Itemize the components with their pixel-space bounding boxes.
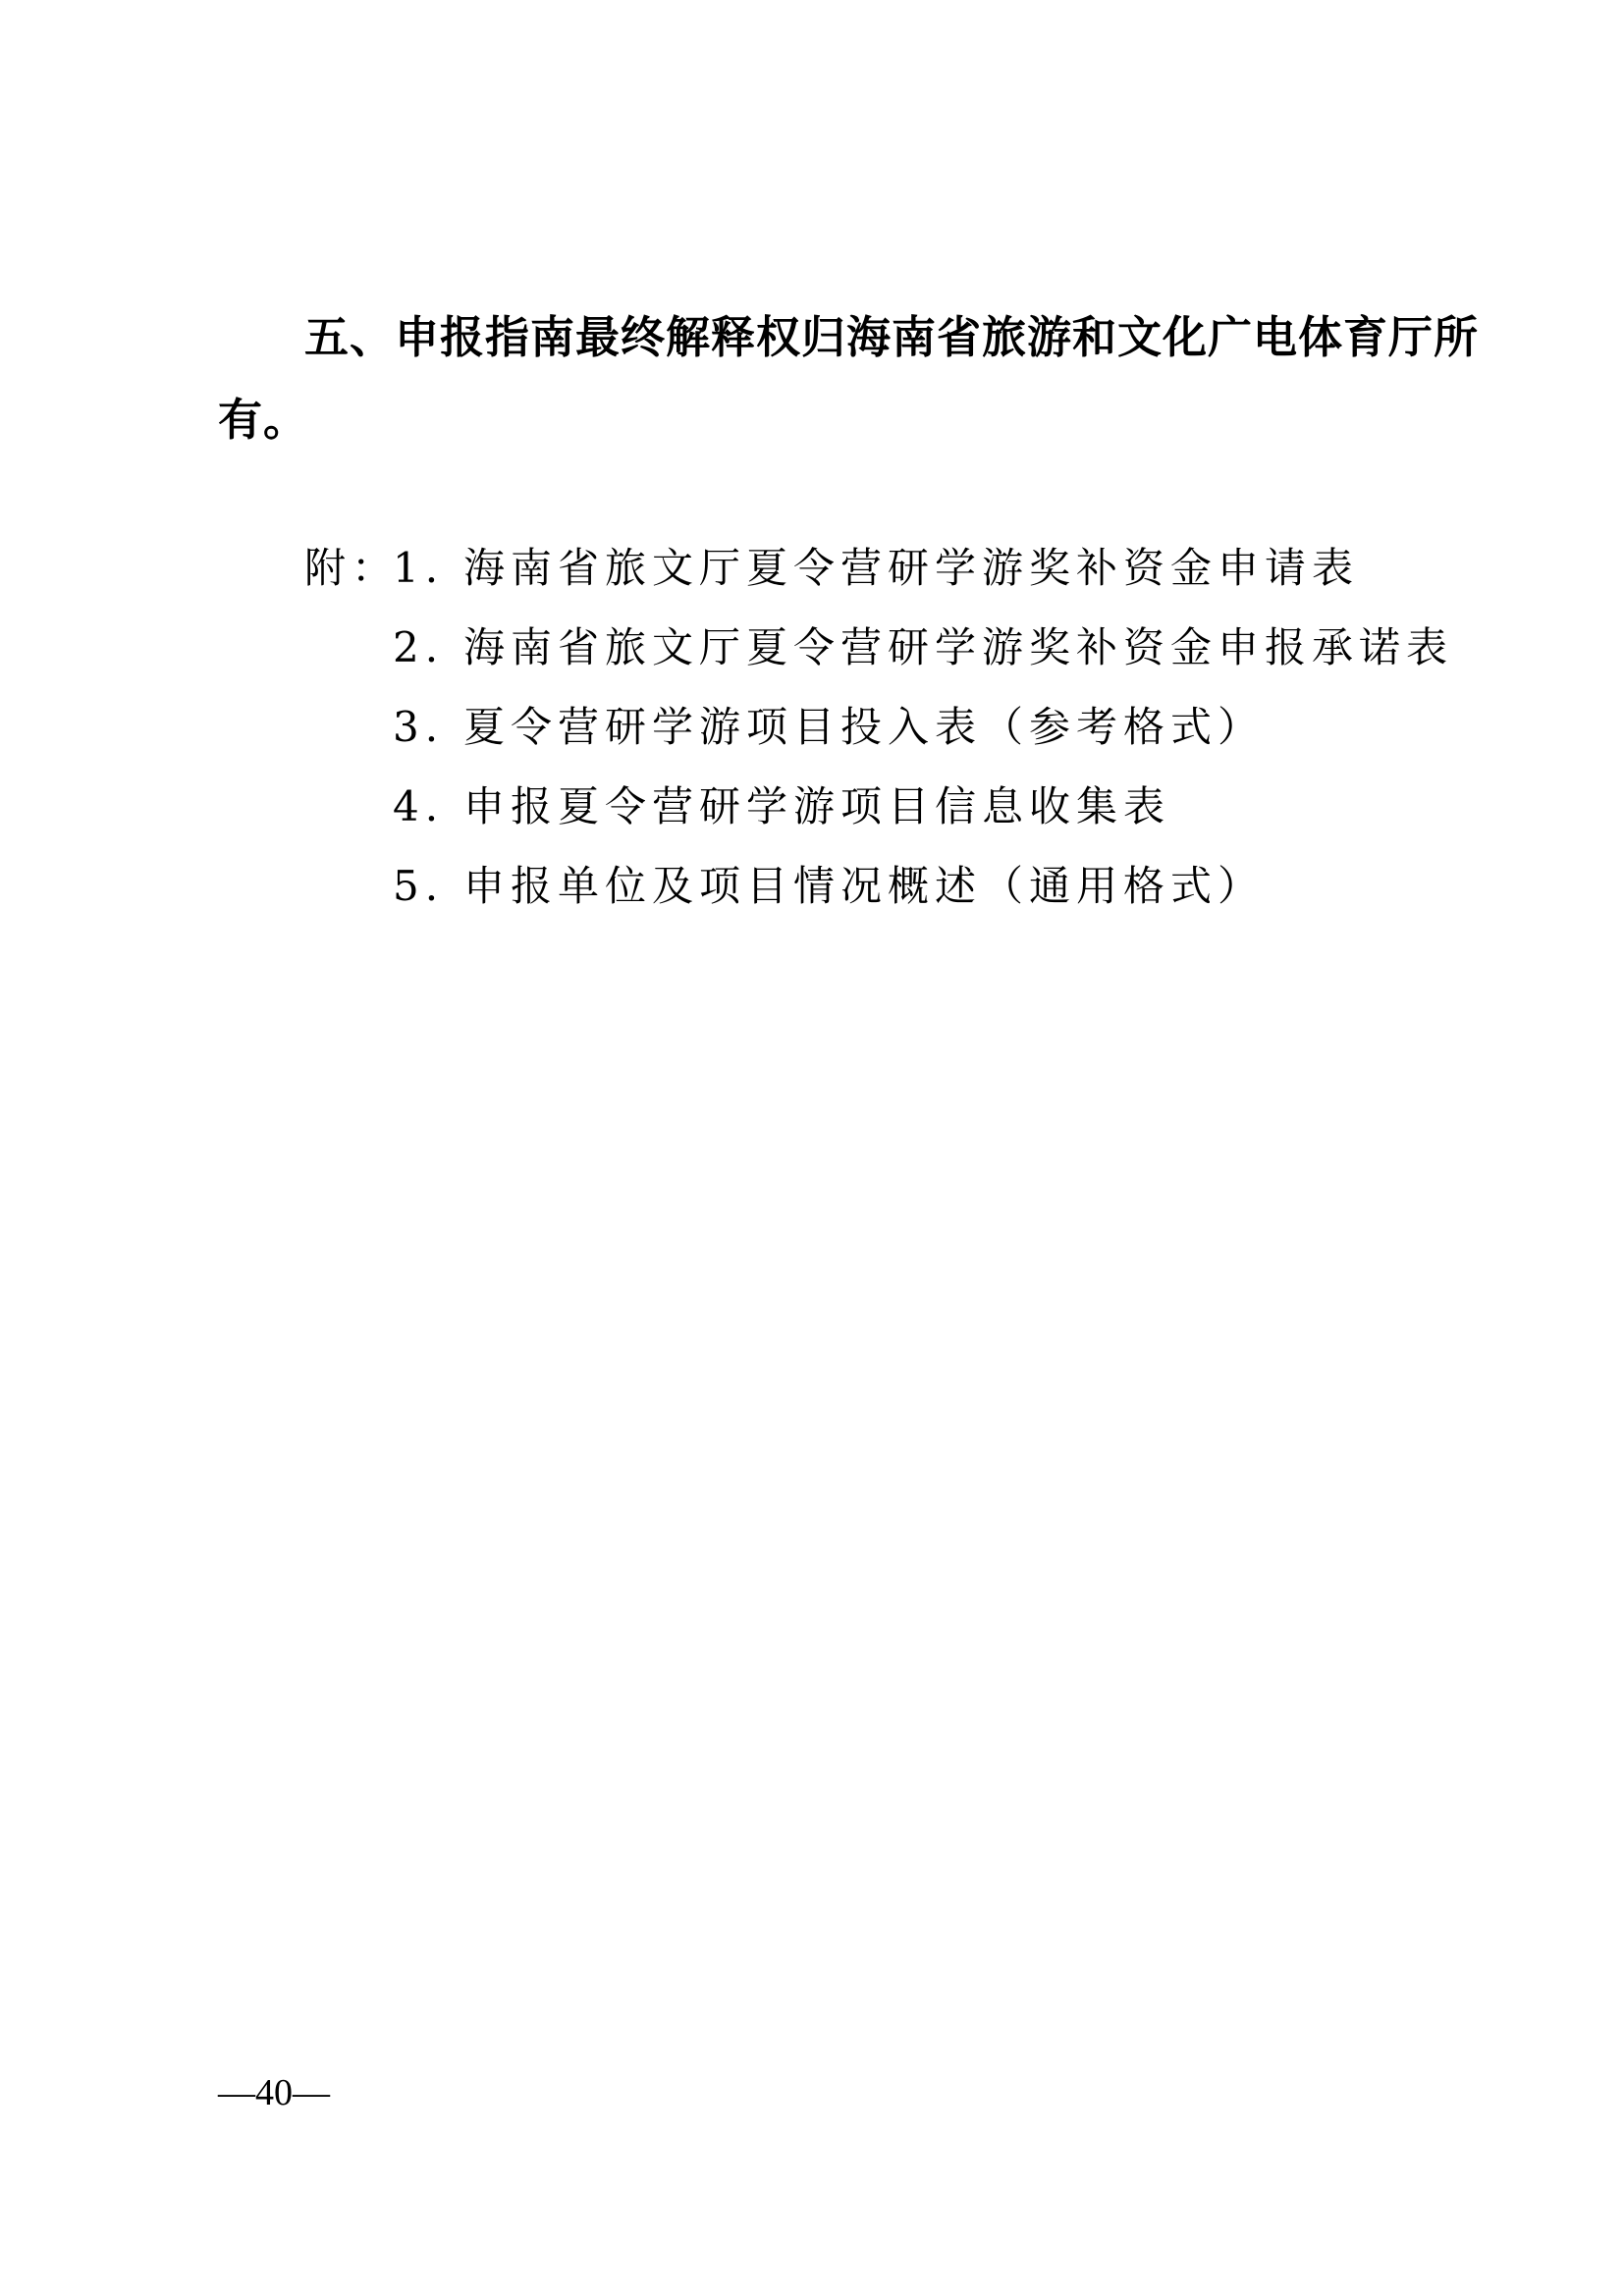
- section-five-heading-line-2: 有。: [218, 394, 309, 446]
- page-number: —40—: [218, 2072, 330, 2113]
- attachment-title: 申报夏令营研学游项目信息收集表: [463, 782, 1171, 830]
- attachment-item-1: [304, 541, 1359, 596]
- attachment-number: 5.: [393, 862, 445, 910]
- attachment-title: 海南省旅文厅夏令营研学游奖补资金申请表: [463, 544, 1360, 592]
- attachment-number: 4.: [393, 782, 445, 830]
- attachment-item-5: [393, 859, 1265, 914]
- section-five-heading-line-1: 五、申报指南最终解释权归海南省旅游和文化广电体育厅所: [304, 311, 1480, 363]
- attachment-lead-label: 附：: [304, 544, 400, 592]
- attachment-number: 2.: [393, 623, 445, 671]
- attachment-title: 夏令营研学游项目投入表（参考格式）: [463, 703, 1266, 751]
- attachment-item-3: [393, 700, 1265, 755]
- attachment-item-2: [393, 620, 1453, 675]
- attachment-item-4: [393, 779, 1170, 834]
- attachment-title: 申报单位及项目情况概述（通用格式）: [463, 862, 1266, 910]
- attachment-number: 3.: [393, 703, 445, 751]
- attachment-title: 海南省旅文厅夏令营研学游奖补资金申报承诺表: [463, 623, 1454, 671]
- attachment-number: 1.: [393, 544, 445, 592]
